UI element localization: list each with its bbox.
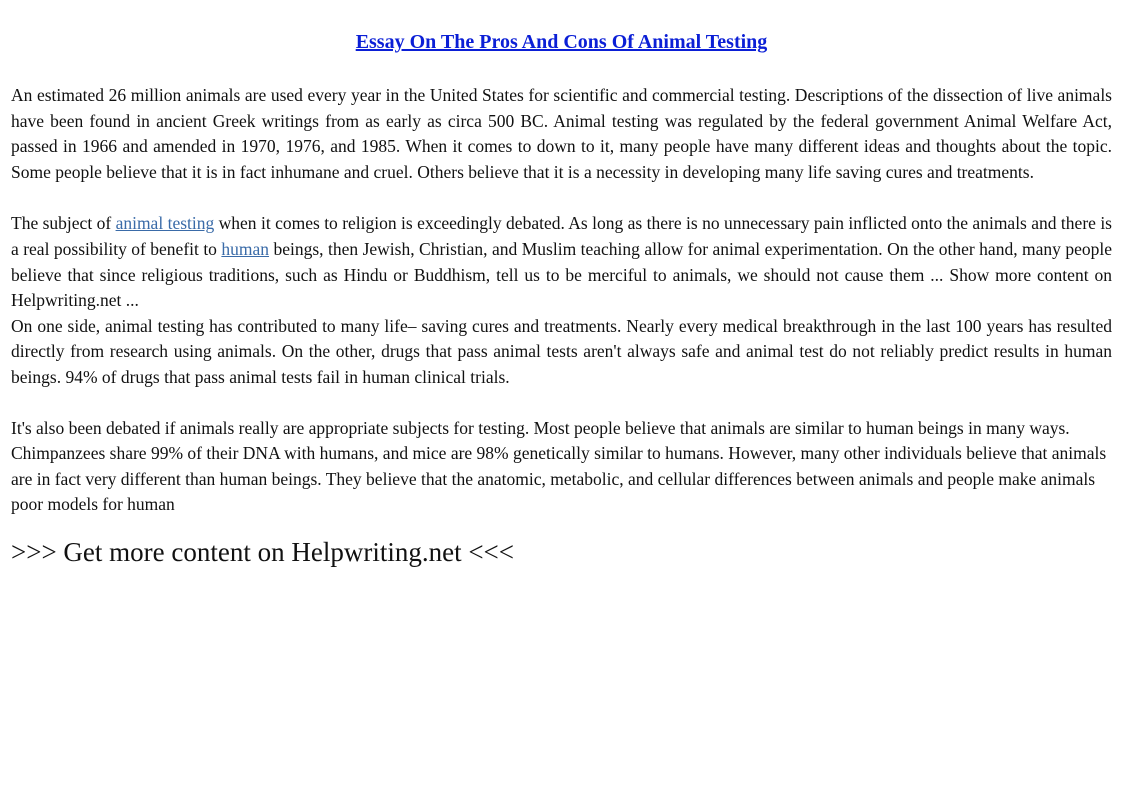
- paragraph-2-text-a: The subject of: [11, 213, 116, 234]
- paragraph-3: On one side, animal testing has contributed to many life– saving cures and treatments. Nearly every medical breakthrough in the last 100 years has resulted directly from research using animals. On the other, drugs that pass animal tests aren't always safe and animal test do not reliably predict results in human beings. 94% of drugs that pass animal tests fail in human clinical trials.: [11, 315, 1112, 387]
- paragraph-2: [11, 211, 1112, 313]
- paragraph-1: An estimated 26 million animals are used every year in the United States for scientific and commercial testing. Descriptions of the dissection of live animals have been found in ancient Greek writings from as early as circa 500 BC. Animal testing was regulated by the federal government Animal Welfare Act, passed in 1966 and amended in 1970, 1976, and 1985. When it comes to down to it, many people have many different ideas and thoughts about the topic. Some people believe that it is in fact inhumane and cruel. Others believe that it is a necessity in developing many life saving cures and treatments.: [11, 85, 1112, 182]
- paragraph-2-text-b: when it comes to religion is exceedingly debated. As long as there is no unnecessary pain inflicted onto the animals and there is a real possibility of benefit to: [11, 213, 1112, 259]
- animal-testing-link[interactable]: animal testing: [115, 213, 215, 234]
- human-link[interactable]: human: [221, 238, 270, 259]
- paragraph-2-text-c: beings, then Jewish, Christian, and Muslim teaching allow for animal experimentation. On the other hand, many people believe that since religious traditions, such as Hindu or Buddhism, tell us to be merciful to animals, we should not cause them ... Show more content on Helpwriting.net ...: [11, 238, 1112, 311]
- get-more-content-banner: >>> Get more content on Helpwriting.net <<<: [11, 536, 515, 567]
- essay-title-link[interactable]: Essay On The Pros And Cons Of Animal Testing: [355, 31, 768, 53]
- paragraph-4: It's also been debated if animals really are appropriate subjects for testing. Most people believe that animals are similar to human beings in many ways. Chimpanzees share 99% of their DNA with humans, and mice are 98% genetically similar to humans. However, many other individuals believe that animals are in fact very different than human beings. They believe that the anatomic, metabolic, and cellular differences between animals and people make animals poor models for human: [11, 417, 1107, 515]
- title-container: [11, 0, 1112, 57]
